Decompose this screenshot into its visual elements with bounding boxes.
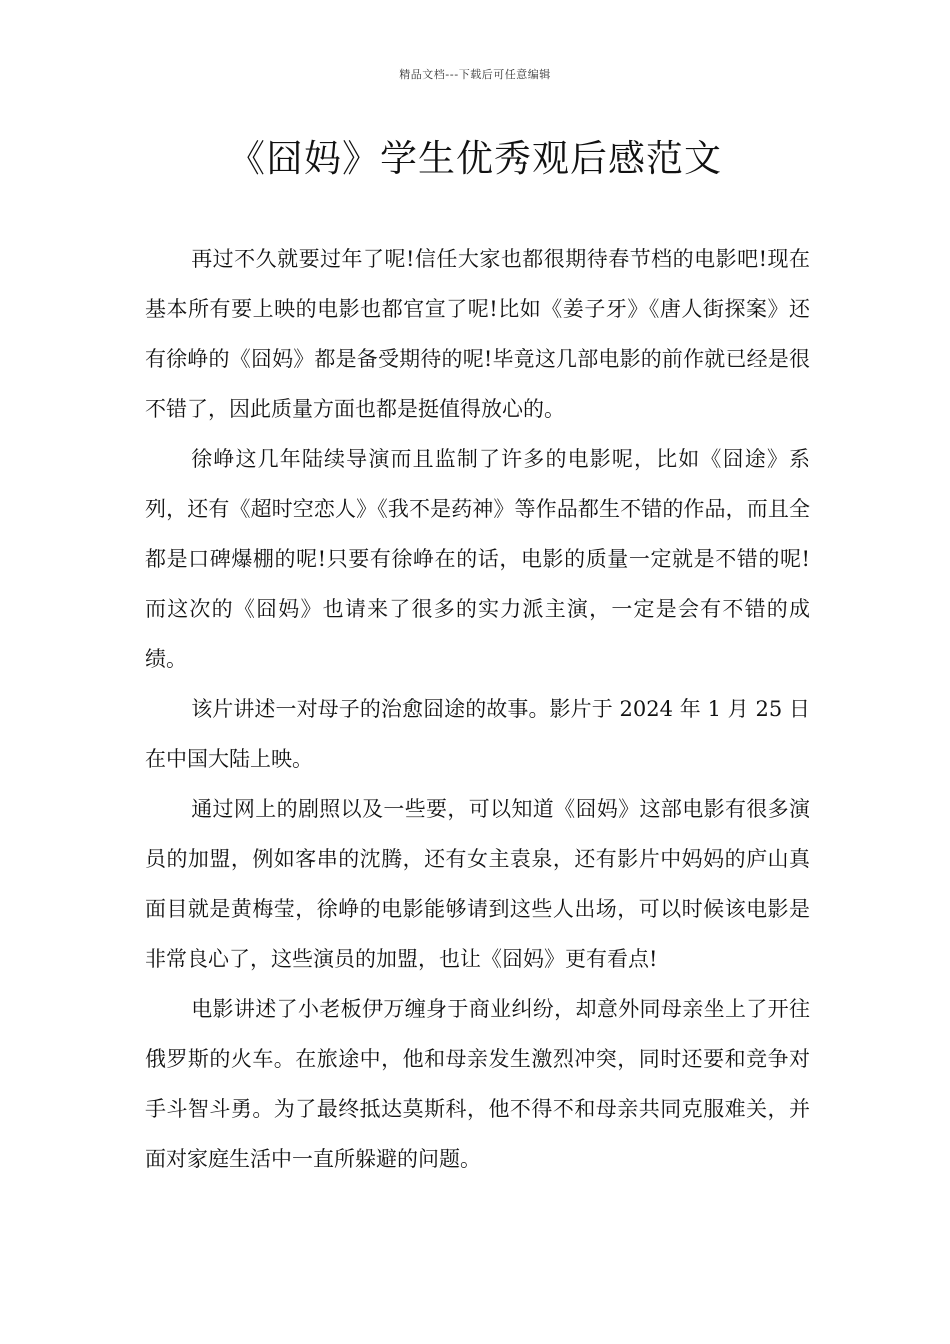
document-title: 《囧妈》学生优秀观后感范文 xyxy=(228,137,722,180)
paragraph: 电影讲述了小老板伊万缠身于商业纠纷，却意外同母亲坐上了开往俄罗斯的火车。在旅途中，他和母亲发生激烈冲突，同时还要和竞争对手斗智斗勇。为了最终抵达莫斯科，他不得不和母亲共同克服难关，并面对家庭生活中一直所躲避的问题。 xyxy=(145,997,810,1171)
paragraph: 通过网上的剧照以及一些要，可以知道《囧妈》这部电影有很多演员的加盟，例如客串的沈腾，还有女主袁泉，还有影片中妈妈的庐山真面目就是黄梅莹，徐峥的电影能够请到这些人出场，可以时候该电影是非常良心了，这些演员的加盟，也让《囧妈》更有看点! xyxy=(145,797,810,971)
page-header: 精品文档---下载后可任意编辑 xyxy=(399,68,551,81)
paragraph: 该片讲述一对母子的治愈囧途的故事。影片于 2024 年 1 月 25 日在中国大陆上映。 xyxy=(145,697,810,771)
paragraph: 再过不久就要过年了呢!信任大家也都很期待春节档的电影吧!现在基本所有要上映的电影也都官宣了呢!比如《姜子牙》《唐人街探案》还有徐峥的《囧妈》都是备受期待的呢!毕竟这几部电影的前作就已经是很不错了，因此质量方面也都是挺值得放心的。 xyxy=(145,247,810,421)
paragraph: 徐峥这几年陆续导演而且监制了许多的电影呢，比如《囧途》系列，还有《超时空恋人》《我不是药神》等作品都生不错的作品，而且全都是口碑爆棚的呢!只要有徐峥在的话，电影的质量一定就是不错的呢!而这次的《囧妈》也请来了很多的实力派主演，一定是会有不错的成绩。 xyxy=(145,447,810,671)
document-body xyxy=(145,234,810,1184)
